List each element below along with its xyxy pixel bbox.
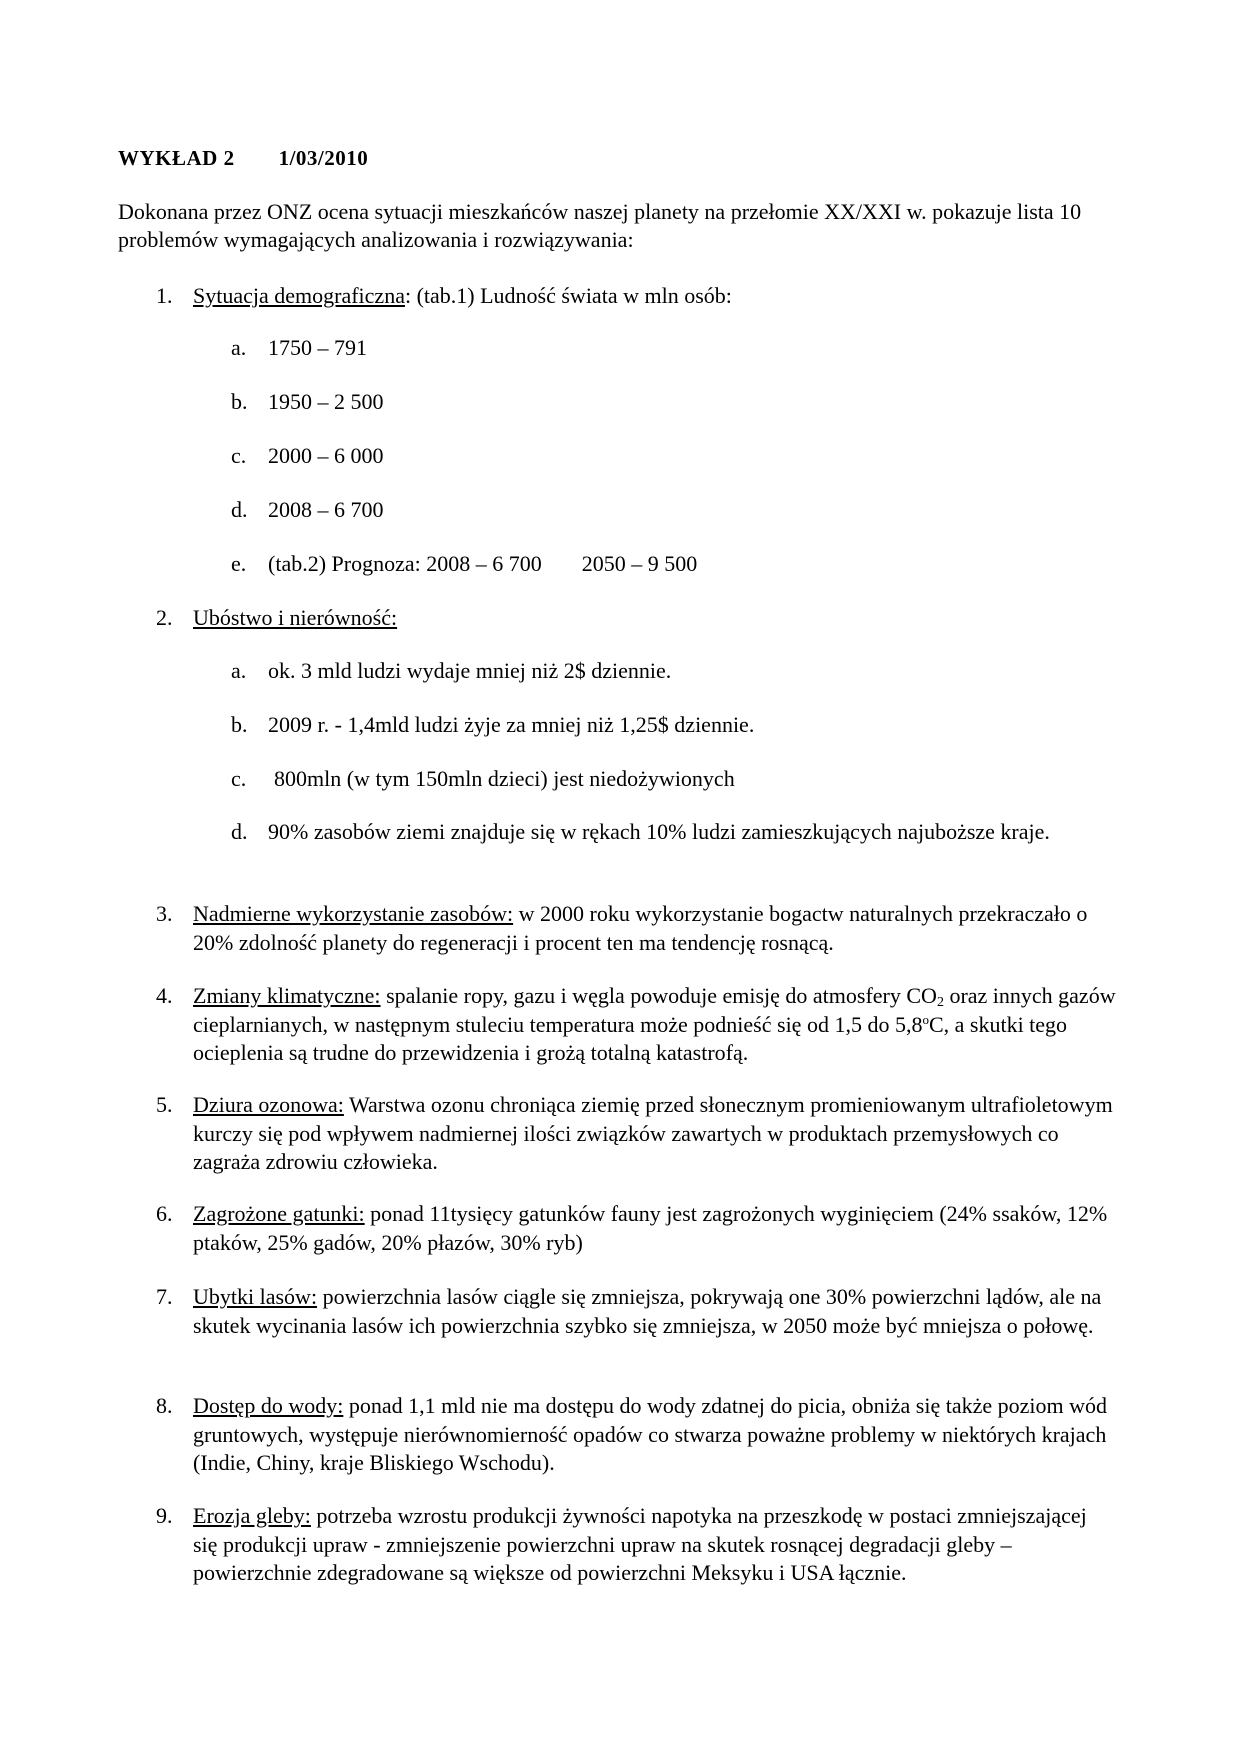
sub-item-letter: a. [231, 658, 247, 683]
list-item-3 [156, 900, 1116, 957]
sub-item-1d [231, 496, 1111, 525]
intro-paragraph: Dokonana przez ONZ ocena sytuacji mieszkańców naszej planety na przełomie XX/XXI w. pokazuje lista 10 problemów wymagających analizowania i rozwiązywania: [118, 199, 1082, 252]
item-title: Dostęp do wody: [193, 1393, 344, 1418]
item-number: 9. [156, 1503, 173, 1528]
item-text: spalanie ropy, gazu i węgla powoduje emisję do atmosfery CO [380, 983, 937, 1008]
list-item-2 [156, 604, 1116, 633]
sub-item-text: 2000 – 6 000 [268, 443, 384, 468]
item-number: 6. [156, 1201, 173, 1226]
item-number: 4. [156, 983, 173, 1008]
item-title: Sytuacja demograficzna [193, 283, 405, 308]
item-text: oraz innych gazów cieplarnianych, w następnym stuleciu temperatura może podnieść się od 1,5 do 5,8 [193, 983, 1116, 1037]
list-item-5 [156, 1091, 1116, 1177]
list-item-4 [156, 982, 1116, 1068]
lecture-date: 1/03/2010 [278, 146, 369, 170]
item-number: 1. [156, 283, 173, 308]
lecture-heading [118, 146, 368, 171]
item-title: Dziura ozonowa: [193, 1092, 344, 1117]
item-number: 3. [156, 901, 173, 926]
list-item-1 [156, 282, 1116, 311]
sub-item-text: ok. 3 mld ludzi wydaje mniej niż 2$ dziennie. [268, 658, 672, 683]
lecture-title: WYKŁAD 2 [118, 146, 235, 170]
item-text: potrzeba wzrostu produkcji żywności napotyka na przeszkodę w postaci zmniejszającej się produkcji upraw - zmniejszenie powierzchni upraw na skutek rosnącej degradacji gleby – powierzchnie zdegradowane są większe od powierzchni Meksyku i USA łącznie. [193, 1503, 1087, 1585]
sub-item-1a [231, 334, 1111, 363]
sub-item-text: 2009 r. - 1,4mld ludzi żyje za mniej niż 1,25$ dziennie. [268, 712, 755, 737]
item-number: 2. [156, 605, 173, 630]
item-title: Nadmierne wykorzystanie zasobów: [193, 901, 514, 926]
item-number: 8. [156, 1393, 173, 1418]
subscript: 2 [936, 995, 944, 1010]
item-text: powierzchnia lasów ciągle się zmniejsza, pokrywają one 30% powierzchni lądów, ale na skutek wycinania lasów ich powierzchnia szybko się zmniejsza, w 2050 może być mniejsza o połowę. [193, 1284, 1102, 1338]
list-item-9 [156, 1502, 1116, 1588]
item-text: : (tab.1) Ludność świata w mln osób: [404, 283, 732, 308]
sub-item-letter: b. [231, 712, 248, 737]
item-title: Erozja gleby: [193, 1503, 311, 1528]
sub-item-text: 1950 – 2 500 [268, 389, 384, 414]
sub-item-1e [231, 550, 1111, 579]
sub-item-letter: e. [231, 551, 247, 576]
sub-item-1c [231, 442, 1111, 471]
item-title: Zagrożone gatunki: [193, 1201, 365, 1226]
superscript: o [922, 1011, 929, 1027]
item-text: C, a skutki tego ocieplenia są trudne do przewidzenia i grożą totalną katastrofą. [193, 1011, 1068, 1065]
sub-item-text: 800mln (w tym 150mln dzieci) jest niedożywionych [274, 766, 735, 791]
sub-item-2b [231, 711, 1111, 740]
sub-item-text: 2008 – 6 700 [268, 497, 384, 522]
sub-item-letter: c. [231, 443, 247, 468]
sub-item-text: (tab.2) Prognoza: 2008 – 6 700 [268, 551, 542, 576]
item-number: 7. [156, 1284, 173, 1309]
list-item-6 [156, 1200, 1116, 1257]
sub-item-2a [231, 657, 1111, 686]
sub-item-1b [231, 388, 1111, 417]
sub-item-letter: d. [231, 497, 248, 522]
sub-item-2c [231, 765, 1111, 794]
list-item-8 [156, 1392, 1116, 1478]
item-text: w 2000 roku wykorzystanie bogactw naturalnych przekraczało o 20% zdolność planety do regeneracji i procent ten ma tendencję rosnącą. [193, 901, 1088, 955]
sub-item-2d [231, 818, 1111, 847]
item-text: Warstwa ozonu chroniąca ziemię przed słonecznym promieniowanym ultrafioletowym kurczy się pod wpływem nadmiernej ilości związków zawartych w produktach przemysłowych co zagraża zdrowiu człowieka. [193, 1092, 1113, 1174]
item-text: ponad 11tysięcy gatunków fauny jest zagrożonych wyginięciem (24% ssaków, 12% ptaków, 25% gadów, 20% płazów, 30% ryb) [193, 1201, 1108, 1255]
sub-item-letter: d. [231, 819, 248, 844]
sub-item-letter: b. [231, 389, 248, 414]
item-title: Zmiany klimatyczne: [193, 983, 381, 1008]
list-item-7 [156, 1283, 1116, 1340]
item-text: ponad 1,1 mld nie ma dostępu do wody zdatnej do picia, obniża się także poziom wód gruntowych, występuje nierównomierność opadów co stwarza poważne problemy w niektórych krajach (Indie, Chiny, kraje Bliskiego Wschodu). [193, 1393, 1108, 1475]
item-number: 5. [156, 1092, 173, 1117]
sub-item-text-forecast: 2050 – 9 500 [581, 551, 698, 576]
sub-item-letter: c. [231, 766, 247, 791]
sub-item-text: 90% zasobów ziemi znajduje się w rękach 10% ludzi zamieszkujących najuboższe kraje. [268, 819, 1050, 844]
item-title: Ubóstwo i nierówność: [193, 605, 398, 630]
item-title: Ubytki lasów: [193, 1284, 318, 1309]
sub-item-text: 1750 – 791 [268, 335, 367, 360]
sub-item-letter: a. [231, 335, 247, 360]
